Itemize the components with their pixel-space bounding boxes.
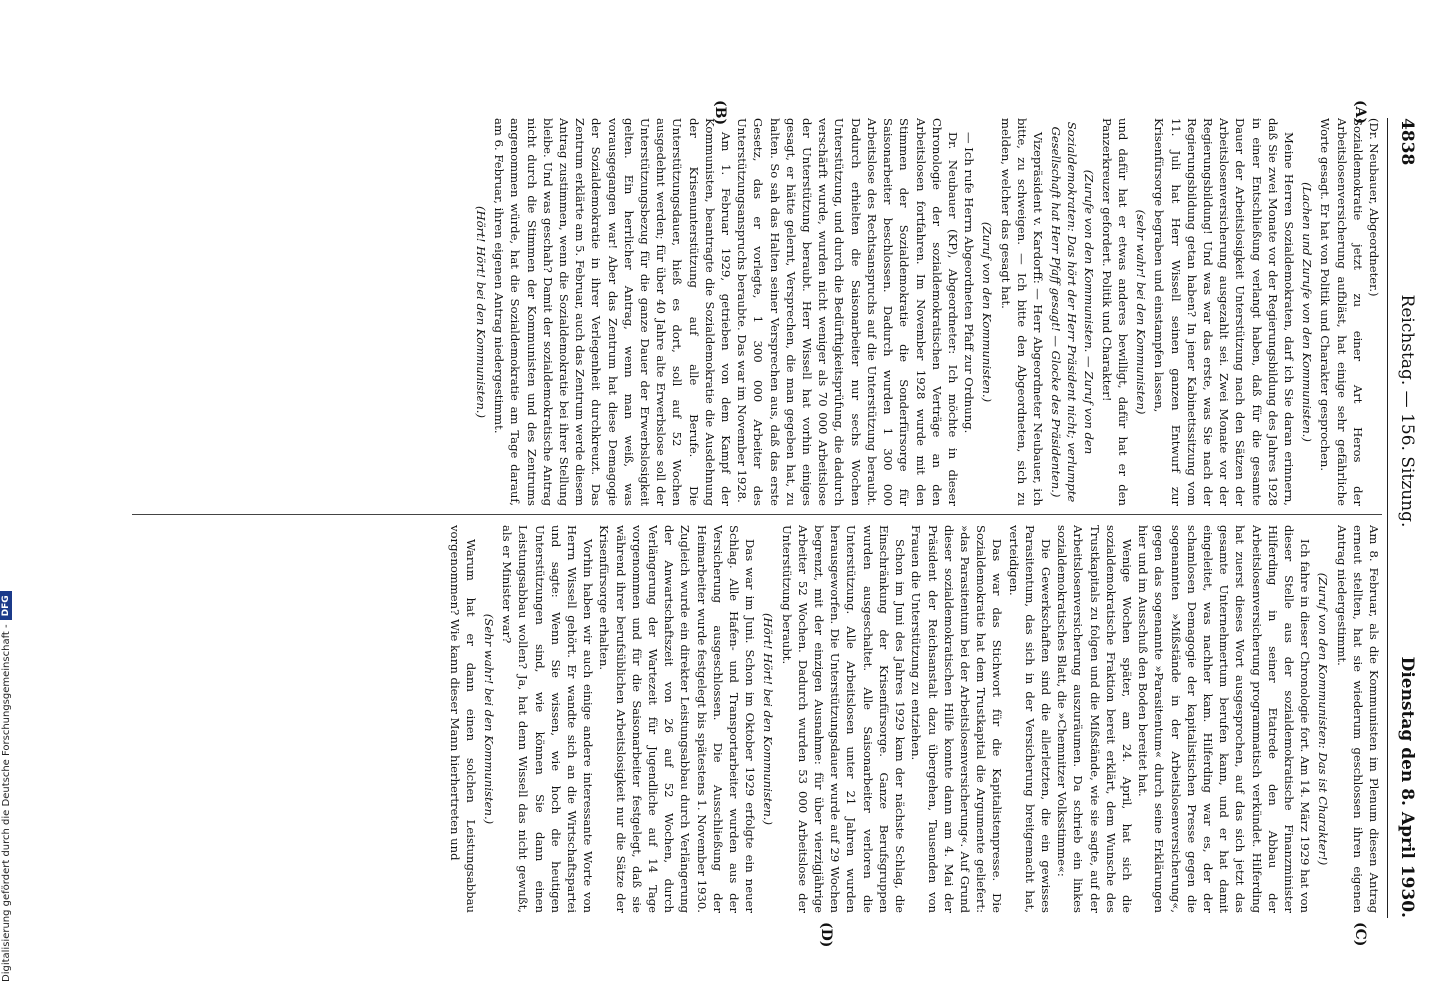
interjection: (Hört! Hört! bei den Kommunisten.) — [761, 612, 776, 825]
page-header — [1390, 118, 1424, 918]
interjection: (sehr wahr! bei den Kommunisten) — [1134, 209, 1149, 415]
margin-marker-c: (C) — [1352, 922, 1368, 947]
paragraph: Die Gewerkschaften sind die allerletzten, die ein gewisses Parasitentum, das sich in der Versicherung breitgemacht hat, verteidigen. — [1006, 525, 1053, 913]
margin-marker-b: (B) — [712, 100, 728, 126]
left-text-column — [22, 118, 1382, 506]
paragraph: Warum hat er dann einen solchen Leistungsabbau vorgenommen? Wie kann dieser Mann hierhertreten und — [447, 525, 478, 913]
paragraph: Dr. Neubauer (KP), Abgeordneter: Ich möchte in dieser Chronologie der sozialdemokratischen Verträge an den Arbeitslosen fortfahren. Im November 1928 wurde mit den Stimmen der Sozialdemokratie die Sonderfürsorge für Saisonarbeiter beschlossen. Dadurch wurden 1 300 000 Arbeitslose des Rechtsanspruchs auf die Unterstützung beraubt. Dadurch erhielten die Saisonarbeiter nur sechs Wochen Unterstützung, und durch die Bedürftigkeitsprüfung, die dadurch verschärft wurde, wurden nicht weniger als 70 000 Arbeitslose der Unterstützung beraubt. Herr Wissell hat vorhin einiges gesagt, er hätte gelernt, Versprechen, die man gegeben hat, zu halten. So sah das Halten seiner Versprechen aus, daß das erste Gesetz, das er vorlegte, 1 300 000 Arbeiter des Unterstützungsanspruchs beraubte. Das war im November 1928. — [735, 118, 960, 506]
paragraph: Das war das Stichwort für die Kapitalistenpresse. Die Sozialdemokratie hat dem Trustkapital die Argumente geliefert: »das Parasitentum bei der Arbeitslosenversicherung«. Auf Grund dieser sozialdemokratischen Hilfe konnte dann am 4. Mai der Präsident der Reichsanstalt dazu übergehen, Tausenden von Frauen die Unterstützung zu entziehen. — [909, 525, 1005, 913]
right-text-column — [22, 525, 1382, 913]
paragraph: Ich fahre in dieser Chronologie fort. Am 14. März 1929 hat von dieser Stelle aus der sozialdemokratische Finanzminister Hilferding in seiner Etatrede den Abbau der Arbeitslosenversicherung programmatisch verkündet. Hilferding hat zuerst dieses Wort ausgesprochen, auf das sich jetzt das gesamte Unternehmertum berufen kann, und er hat damit eingeleitet, was nachher kam. Hilferding war es, der der schamlosen Demagogie der kapitalistischen Presse gegen die sogenannten »Mißstände in der Arbeitslosenversicherung«, gegen das sogenannte »Parasitentum« durch seine Erklärungen hier und im Ausschuß den Boden bereitet hat. — [1136, 525, 1313, 913]
paragraph: und dafür hat er etwas anderes bewilligt, dafür hat er den Panzerkreuzer gefordert. Politik und Charakter! — [1099, 118, 1130, 506]
paragraph: Vorhin haben wir auch einige andere interessante Worte von Herrn Wissell gehört. Er wandte sich an die Wirtschaftspartei und sagte: Wenn Sie wissen, wie hoch die heutigen Unterstützungen sind, wie können Sie dann einen Leistungsabbau wollen? Ja, hat denn Wissell das nicht gewußt, als er Minister war? — [500, 525, 596, 913]
session-title: Reichstag. — 156. Sitzung. — [1397, 294, 1417, 528]
session-date: Dienstag den 8. April 1930. — [1397, 656, 1417, 918]
interjection: (Hört! Hört! bei den Kommunisten.) — [474, 205, 489, 418]
interjection: (Zuruf von den Kommunisten: Das ist Charakter!) — [1316, 572, 1331, 866]
interjection: (Lachen und Zurufe von den Kommunisten.) — [1300, 182, 1315, 442]
interjection: (Zuruf von den Kommunisten.) — [980, 221, 995, 403]
paragraph: Vizepräsident v. Kardorff: — Herr Abgeordneter Neubauer, ich bitte, zu schweigen. — Ich bitte den Abgeordneten, sich zu melden, welcher das gesagt hat. — [998, 118, 1045, 506]
margin-marker-a: (A) — [1352, 100, 1368, 125]
paragraph: Am 8. Februar, als die Kommunisten im Plenum diesen Antrag erneut stellten, hat sie wiederum geschlossen ihren eigenen Antrag niedergestimmt. — [1334, 525, 1381, 913]
paragraph: Schon im Juni des Jahres 1929 kam der nächste Schlag, die Einschränkung der Krisenfürsorge. Ganze Berufsgruppen wurden ausgeschaltet. Alle Saisonarbeiter verloren die Unterstützung. Alle Arbeitslosen unter 21 Jahren wurden herausgeworfen. Die Unterstützungsdauer wurde auf 29 Wochen begrenzt, mit der einzigen Ausnahme: für über vierzigjährige Arbeiter 52 Wochen. Dadurch wurden 53 000 Arbeitslose der Unterstützung beraubt. — [779, 525, 908, 913]
interjection: (Sehr wahr! bei den Kommunisten.) — [482, 613, 497, 825]
credit-text: Digitalisierung gefördert durch die Deutsche Forschungsgemeinschaft - — [0, 624, 12, 982]
margin-marker-d: (D) — [818, 922, 834, 948]
interjection: (Zurufe von den Kommunisten. — Zuruf von den Sozialdemokraten: Das hört der Herr Präsident nicht; verlumpte Gesellschaft hat Herr Pfaff gesagt! — Glocke des Präsidenten.) — [1049, 121, 1096, 503]
paragraph: Am 1. Februar 1929, getrieben von dem Kampf der Kommunisten, beantragte die Sozialdemokratie die Ausdehnung der Krisenunterstützung auf alle Berufe. Die Unterstützungsdauer, hieß es dort, soll auf 52 Wochen ausgedehnt werden; für über 40 Jahre alte Erwerbslose soll der Unterstützungsbezug für die ganze Dauer der Erwerbslosigkeit gelten. Ein herrlicher Antrag, wenn man weiß, was vorausgegangen war! Aber das Zentrum hat diese Demagogie der Sozialdemokratie in ihrer Verlegenheit durchkreuzt. Das Zentrum erklärte am 5. Februar, auch das Zentrum werde diesem Antrag zustimmen, wenn die Sozialdemokratie bei ihrer Stellung bleibe. Und was geschah? Damit der sozialdemokratische Antrag nicht durch die Stimmen der Kommunisten und des Zentrums angenommen würde, hat die Sozialdemokratie am Tage darauf, am 6. Februar, ihren eigenen Antrag niedergestimmt. — [492, 118, 734, 506]
paragraph: Meine Herren Sozialdemokraten, darf ich Sie daran erinnern, daß Sie zwei Monate vor der Regierungsbildung des Jahres 1928 in einer Entschließung verlangt haben, daß für die gesamte Dauer der Arbeitslosigkeit Unterstützung nach den Sätzen der Arbeitslosenversicherung ausgezahlt sei. Zwei Monate vor der Regierungsbildung! Und was war das erste, was Sie nach der Regierungsbildung getan haben? In jener Kabinettssitzung vom 11. Juli hat Herr Wissell seinen ganzen Entwurf zur Krisenfürsorge begraben und einstampfen lassen, — [1152, 118, 1296, 506]
page-number: 4838 — [1397, 118, 1417, 166]
paragraph: Das war im Juni. Schon im Oktober 1929 erfolgte ein neuer Schlag. Alle Hafen- und Transportarbeiter wurden aus der Versicherung ausgeschlossen. Die Ausschließung der Heimarbeiter wurde festgelegt bis spätestens 1. November 1930. Zugleich wurde ein direkter Leistungsabbau durch Verlängerung der Anwartschaftszeit von 26 auf 52 Wochen, durch Verlängerung der Wartezeit für Jugendliche auf 14 Tage vorgenommen und für die Saisonarbeiter festgelegt, daß sie während ihrer berufsüblichen Arbeitslosigkeit nur die Sätze der Krisenfürsorge erhalten. — [597, 525, 758, 913]
paragraph: Wenige Wochen später, am 24. April, hat sich die sozialdemokratische Fraktion bereit erklärt, dem Wunsche des Trustkapitals zu folgen und die Mißstände, wie sie sagte, auf der Arbeitslosenversicherung auszuräumen. Da schrieb ein linkes sozialdemokratisches Blatt, die »Chemnitzer Volksstimme«: — [1055, 525, 1134, 913]
paragraph: Sozialdemokratie jetzt zu einer Art Heros der Arbeitslosenversicherung aufbläst, hat einige sehr gefährliche Worte gesagt. Er hat von Politik und Charakter gesprochen. — [1318, 118, 1365, 506]
paragraph: (Dr. Neubauer, Abgeordneter.) — [1367, 118, 1381, 297]
column-divider — [132, 514, 1382, 515]
header-rule — [1387, 118, 1388, 918]
dfg-logo: DFG — [0, 591, 12, 620]
digitization-credit — [0, 0, 12, 982]
paragraph: — Ich rufe Herrn Abgeordneten Pfaff zur Ordnung. — [962, 132, 977, 434]
